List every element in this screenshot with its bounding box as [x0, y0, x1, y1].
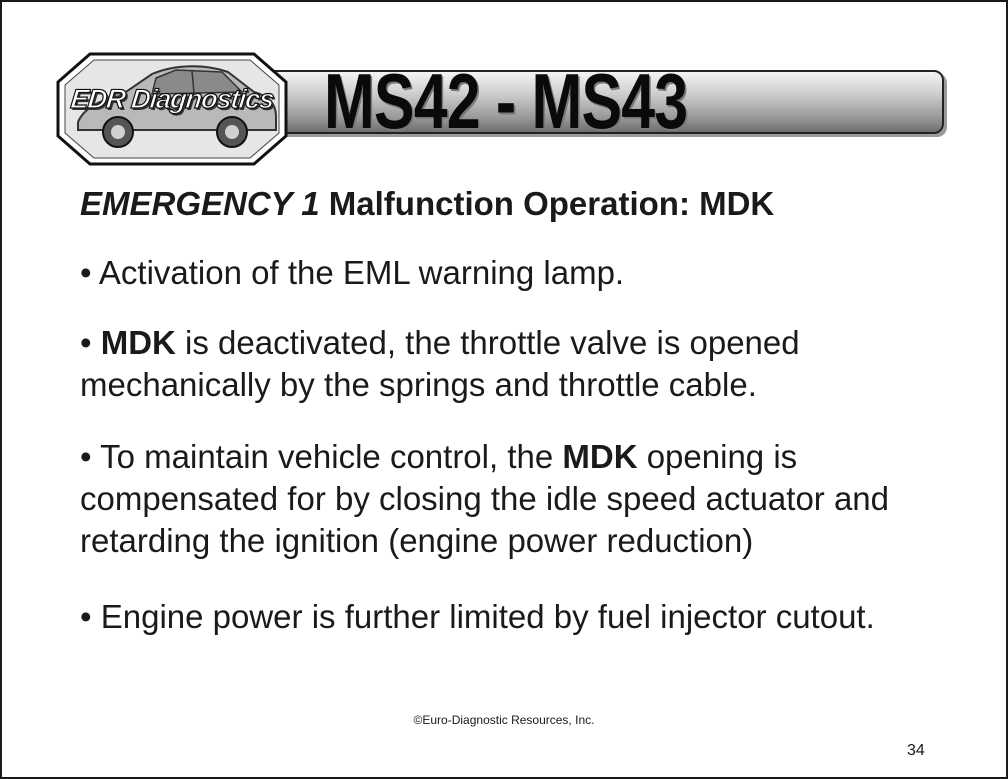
bullet-1-text: • Activation of the EML warning lamp. — [80, 254, 625, 291]
copyright: ©Euro-Diagnostic Resources, Inc. — [413, 713, 595, 727]
bullet-3 — [80, 436, 940, 562]
bullet-3-text-a: • To maintain vehicle control, the — [80, 438, 563, 475]
bullet-3-text-b: opening is compensated for by closing the idle speed actuator and retarding the ignition (engine power reduction) — [80, 438, 890, 559]
heading-emphasis: EMERGENCY 1 — [80, 185, 320, 222]
edr-logo — [56, 52, 288, 166]
bullet-4-text: • Engine power is further limited by fuel injector cutout. — [80, 598, 875, 635]
section-heading — [80, 182, 774, 226]
bullet-4 — [80, 596, 940, 638]
bullet-2-term: MDK — [100, 324, 176, 361]
bullet-2-text: is deactivated, the throttle valve is opened mechanically by the springs and throttle cable. — [80, 324, 800, 403]
bullet-2-marker: • — [80, 324, 101, 361]
bullet-1 — [80, 252, 940, 294]
bullet-3-term: MDK — [562, 438, 638, 475]
logo-text: EDR Diagnostics — [69, 84, 275, 114]
heading-rest: Malfunction Operation: MDK — [319, 185, 775, 222]
slide-title: MS42 - MS43 — [324, 57, 688, 145]
page-number: 34 — [907, 742, 925, 759]
bullet-2 — [80, 322, 940, 406]
